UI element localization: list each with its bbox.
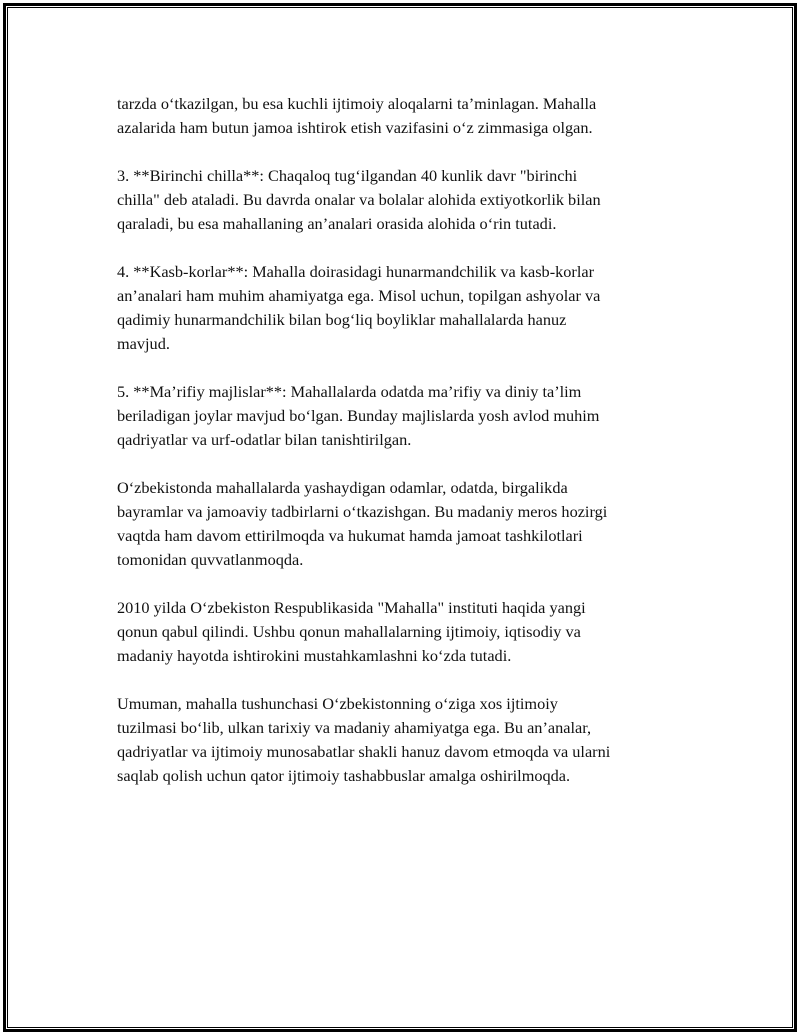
text-line: tarzda oʻtkazilgan, bu esa kuchli ijtimoiy aloqalarni taʼminlagan. Mahalla bbox=[117, 94, 597, 113]
text-line: qonun qabul qilindi. Ushbu qonun mahallalarning ijtimoiy, iqtisodiy va bbox=[117, 622, 581, 641]
paragraph bbox=[117, 260, 687, 356]
text-line: 4. **Kasb-korlar**: Mahalla doirasidagi hunarmandchilik va kasb-korlar bbox=[117, 262, 594, 281]
text-line: qadriyatlar va ijtimoiy munosabatlar shakli hanuz davom etmoqda va ularni bbox=[117, 742, 611, 761]
text-line: qaraladi, bu esa mahallaning anʼanalari orasida alohida oʻrin tutadi. bbox=[117, 214, 557, 233]
text-line: chilla" deb ataladi. Bu davrda onalar va bolalar alohida extiyotkorlik bilan bbox=[117, 190, 601, 209]
text-line: Umuman, mahalla tushunchasi Oʻzbekistonning oʻziga xos ijtimoiy bbox=[117, 694, 558, 713]
text-line: saqlab qolish uchun qator ijtimoiy tashabbuslar amalga oshirilmoqda. bbox=[117, 766, 571, 785]
text-line: qadimiy hunarmandchilik bilan bogʻliq boyliklar mahallalarda hanuz bbox=[117, 310, 567, 329]
text-line: Oʻzbekistonda mahallalarda yashaydigan odamlar, odatda, birgalikda bbox=[117, 478, 568, 497]
paragraph bbox=[117, 476, 687, 572]
text-line: bayramlar va jamoaviy tadbirlarni oʻtkazishgan. Bu madaniy meros hozirgi bbox=[117, 502, 608, 521]
paragraph bbox=[117, 164, 687, 236]
text-line: mavjud. bbox=[117, 334, 170, 353]
text-line: beriladigan joylar mavjud boʻlgan. Bunday majlislarda yosh avlod muhim bbox=[117, 406, 600, 425]
text-line: tuzilmasi boʻlib, ulkan tarixiy va madaniy ahamiyatga ega. Bu anʼanalar, bbox=[117, 718, 592, 737]
text-line: 3. **Birinchi chilla**: Chaqaloq tugʻilgandan 40 kunlik davr "birinchi bbox=[117, 166, 578, 185]
text-line: vaqtda ham davom ettirilmoqda va hukumat hamda jamoat tashkilotlari bbox=[117, 526, 583, 545]
text-line: tomonidan quvvatlanmoqda. bbox=[117, 550, 304, 569]
document-body bbox=[117, 92, 687, 812]
text-line: 2010 yilda Oʻzbekiston Respublikasida "Mahalla" instituti haqida yangi bbox=[117, 598, 586, 617]
text-line: qadriyatlar va urf-odatlar bilan tanishtirilgan. bbox=[117, 430, 412, 449]
text-line: azalarida ham butun jamoa ishtirok etish vazifasini oʻz zimmasiga olgan. bbox=[117, 118, 593, 137]
paragraph bbox=[117, 92, 687, 140]
paragraph bbox=[117, 380, 687, 452]
text-line: madaniy hayotda ishtirokini mustahkamlashni koʻzda tutadi. bbox=[117, 646, 512, 665]
text-line: 5. **Maʼrifiy majlislar**: Mahallalarda odatda maʼrifiy va diniy taʼlim bbox=[117, 382, 582, 401]
paragraph bbox=[117, 692, 687, 788]
text-line: anʼanalari ham muhim ahamiyatga ega. Misol uchun, topilgan ashyolar va bbox=[117, 286, 601, 305]
paragraph bbox=[117, 596, 687, 668]
